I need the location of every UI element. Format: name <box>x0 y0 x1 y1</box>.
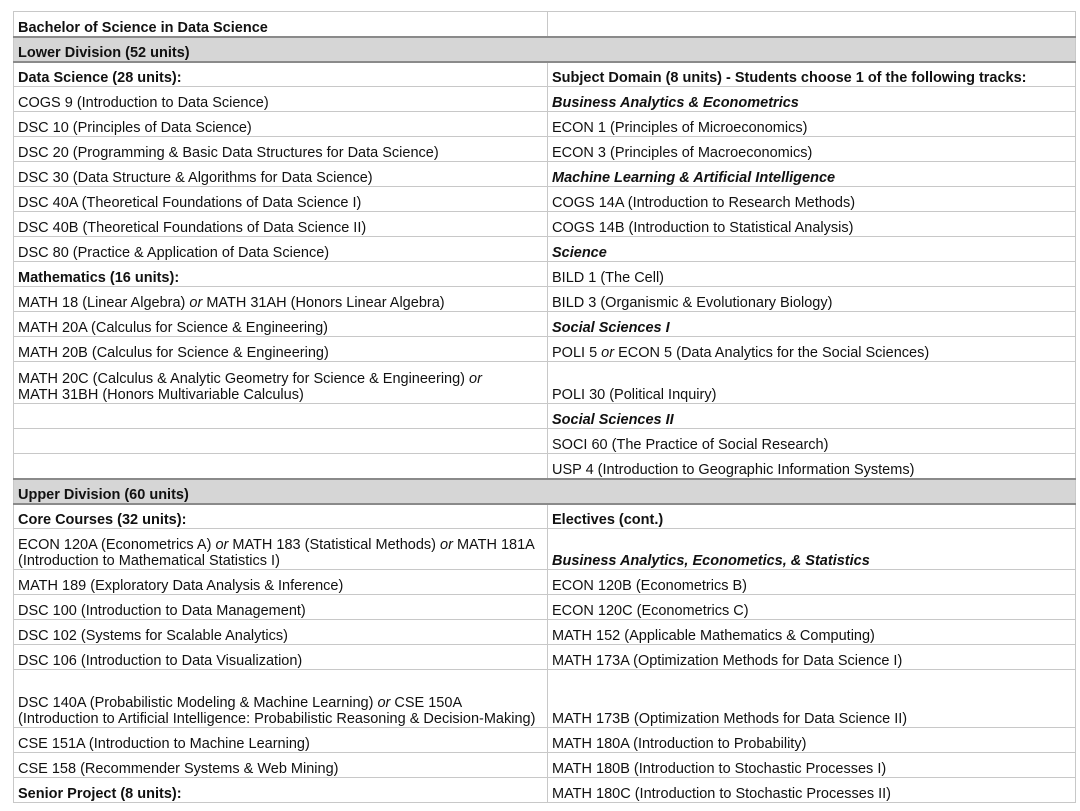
empty-cell <box>548 12 1076 37</box>
table-row <box>14 87 1076 112</box>
course-cell: USP 4 (Introduction to Geographic Information Systems) <box>548 454 1076 479</box>
or-text: or <box>469 371 482 387</box>
course-text: MATH 31BH (Honors Multivariable Calculus) <box>18 387 304 403</box>
degree-requirements-table <box>13 11 1076 803</box>
table-row <box>14 670 1076 728</box>
track-heading: Science <box>548 237 1076 262</box>
course-cell: MATH 152 (Applicable Mathematics & Computing) <box>548 620 1076 645</box>
course-cell: MATH 189 (Exploratory Data Analysis & Inference) <box>14 570 548 595</box>
table-row <box>14 262 1076 287</box>
course-cell: COGS 14B (Introduction to Statistical Analysis) <box>548 212 1076 237</box>
empty-cell <box>14 404 548 429</box>
course-cell <box>14 670 548 728</box>
course-cell: ECON 120B (Econometrics B) <box>548 570 1076 595</box>
or-text: or <box>440 537 453 553</box>
table-row <box>14 645 1076 670</box>
table-row <box>14 595 1076 620</box>
course-cell: DSC 100 (Introduction to Data Management) <box>14 595 548 620</box>
table-row <box>14 404 1076 429</box>
course-cell: DSC 40A (Theoretical Foundations of Data Science I) <box>14 187 548 212</box>
track-heading: Business Analytics & Econometrics <box>548 87 1076 112</box>
course-cell: MATH 20A (Calculus for Science & Engineering) <box>14 312 548 337</box>
course-cell <box>14 529 548 570</box>
course-cell: ECON 3 (Principles of Macroeconomics) <box>548 137 1076 162</box>
table-row <box>14 337 1076 362</box>
table-row <box>14 112 1076 137</box>
empty-cell <box>14 454 548 479</box>
table-row <box>14 187 1076 212</box>
table-row <box>14 12 1076 37</box>
course-cell: DSC 106 (Introduction to Data Visualization) <box>14 645 548 670</box>
track-heading: Social Sciences II <box>548 404 1076 429</box>
subject-domain-heading: Subject Domain (8 units) - Students choose 1 of the following tracks: <box>548 62 1076 87</box>
table-row <box>14 529 1076 570</box>
course-text: MATH 20C (Calculus & Analytic Geometry for Science & Engineering) <box>18 371 470 387</box>
table-row <box>14 212 1076 237</box>
course-cell: DSC 40B (Theoretical Foundations of Data Science II) <box>14 212 548 237</box>
course-cell <box>14 287 548 312</box>
course-cell: DSC 102 (Systems for Scalable Analytics) <box>14 620 548 645</box>
data-science-heading: Data Science (28 units): <box>14 62 548 87</box>
empty-cell <box>14 429 548 454</box>
course-cell: ECON 120C (Econometrics C) <box>548 595 1076 620</box>
course-text: POLI 5 <box>552 345 602 361</box>
course-text: MATH 18 (Linear Algebra) <box>18 295 190 311</box>
course-cell: BILD 3 (Organismic & Evolutionary Biology) <box>548 287 1076 312</box>
or-text: or <box>377 695 391 711</box>
course-text: ECON 5 (Data Analytics for the Social Sciences) <box>614 345 930 361</box>
or-text: or <box>215 537 229 553</box>
course-text: MATH 31AH (Honors Linear Algebra) <box>202 295 445 311</box>
course-text: ECON 120A (Econometrics A) <box>18 537 216 553</box>
table-row <box>14 778 1076 803</box>
table-row <box>14 620 1076 645</box>
table-row <box>14 728 1076 753</box>
course-text: CSE 150A (Introduction to Artificial Intelligence: Probabilistic Reasoning & Decision-Making) <box>18 695 536 727</box>
course-cell: CSE 158 (Recommender Systems & Web Mining) <box>14 753 548 778</box>
course-cell: BILD 1 (The Cell) <box>548 262 1076 287</box>
track-heading: Social Sciences I <box>548 312 1076 337</box>
core-courses-heading: Core Courses (32 units): <box>14 504 548 529</box>
track-heading: Machine Learning & Artificial Intelligence <box>548 162 1076 187</box>
electives-heading: Electives (cont.) <box>548 504 1076 529</box>
course-cell: CSE 151A (Introduction to Machine Learning) <box>14 728 548 753</box>
course-cell: DSC 10 (Principles of Data Science) <box>14 112 548 137</box>
track-heading: Business Analytics, Econometics, & Statistics <box>548 529 1076 570</box>
table-row <box>14 479 1076 504</box>
senior-project-heading: Senior Project (8 units): <box>14 778 548 803</box>
section-header-lower-division: Lower Division (52 units) <box>14 37 1076 62</box>
course-cell: DSC 20 (Programming & Basic Data Structures for Data Science) <box>14 137 548 162</box>
table-row <box>14 454 1076 479</box>
table-row <box>14 753 1076 778</box>
course-cell: ECON 1 (Principles of Microeconomics) <box>548 112 1076 137</box>
course-text: MATH 181A (Introduction to Mathematical Statistics I) <box>18 537 535 569</box>
table-row <box>14 37 1076 62</box>
or-text: or <box>189 295 203 311</box>
course-cell: MATH 180A (Introduction to Probability) <box>548 728 1076 753</box>
table-row <box>14 137 1076 162</box>
table-row <box>14 237 1076 262</box>
course-cell: COGS 14A (Introduction to Research Methods) <box>548 187 1076 212</box>
course-cell: MATH 180B (Introduction to Stochastic Processes I) <box>548 753 1076 778</box>
or-text: or <box>601 345 615 361</box>
table-row <box>14 429 1076 454</box>
course-text: DSC 140A (Probabilistic Modeling & Machine Learning) <box>18 695 378 711</box>
course-cell: COGS 9 (Introduction to Data Science) <box>14 87 548 112</box>
course-text: MATH 183 (Statistical Methods) <box>228 537 441 553</box>
course-cell: MATH 20B (Calculus for Science & Engineering) <box>14 337 548 362</box>
course-cell: POLI 30 (Political Inquiry) <box>548 362 1076 404</box>
course-cell: SOCI 60 (The Practice of Social Research) <box>548 429 1076 454</box>
table-row <box>14 362 1076 404</box>
mathematics-heading: Mathematics (16 units): <box>14 262 548 287</box>
section-header-upper-division: Upper Division (60 units) <box>14 479 1076 504</box>
course-cell <box>14 362 548 404</box>
course-cell: DSC 80 (Practice & Application of Data Science) <box>14 237 548 262</box>
course-cell: MATH 173B (Optimization Methods for Data Science II) <box>548 670 1076 728</box>
table-row <box>14 570 1076 595</box>
table-row <box>14 287 1076 312</box>
course-cell: MATH 173A (Optimization Methods for Data Science I) <box>548 645 1076 670</box>
course-cell: MATH 180C (Introduction to Stochastic Processes II) <box>548 778 1076 803</box>
course-cell: DSC 30 (Data Structure & Algorithms for Data Science) <box>14 162 548 187</box>
table-row <box>14 162 1076 187</box>
course-cell <box>548 337 1076 362</box>
table-row <box>14 62 1076 87</box>
table-row <box>14 504 1076 529</box>
degree-title: Bachelor of Science in Data Science <box>14 12 548 37</box>
table-row <box>14 312 1076 337</box>
